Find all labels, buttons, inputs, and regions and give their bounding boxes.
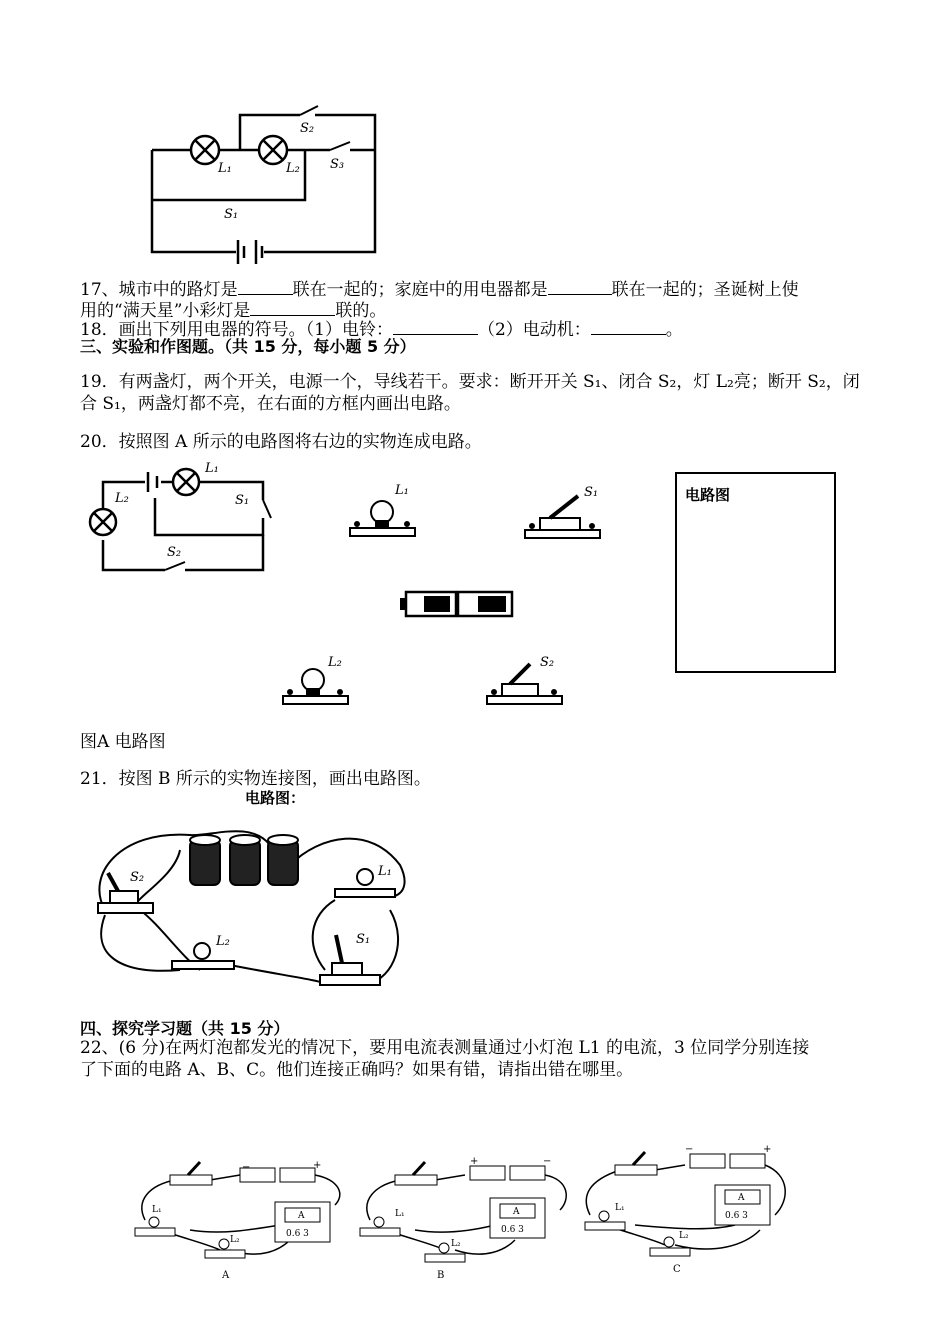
figure-A-circuit — [85, 460, 275, 575]
circuit-B-ammeter — [355, 1150, 575, 1285]
svg-text:S₂: S₂ — [540, 655, 555, 670]
label-S1: S₁ — [224, 207, 239, 222]
svg-text:+: + — [313, 1160, 322, 1171]
circuit-C-ammeter — [575, 1140, 795, 1280]
figure-A-caption: 图A 电路图 — [80, 732, 166, 752]
answer-box-label: 电路图 — [685, 486, 731, 504]
svg-text:L₂: L₂ — [451, 1239, 461, 1249]
svg-text:L₂: L₂ — [328, 655, 342, 670]
label-S2: S₂ — [300, 121, 315, 136]
svg-text:−: − — [242, 1162, 251, 1173]
component-lamp-L1 — [345, 480, 425, 545]
svg-text:−: − — [543, 1156, 552, 1167]
component-battery-pack — [398, 588, 518, 620]
q17-line1: 17、城市中的路灯是 联在一起的；家庭中的用电器都是 联在一起的；圣诞树上使 — [80, 277, 799, 301]
circuit-B-label: B — [437, 1270, 445, 1281]
lamp-L2 — [259, 136, 287, 164]
circuit-diagram-top — [140, 100, 390, 270]
svg-text:0.6 3: 0.6 3 — [501, 1225, 524, 1235]
q17-blank-1[interactable] — [238, 277, 293, 295]
q21-diagram-label: 电路图： — [245, 789, 306, 807]
q19-line2: 合 S₁，两盏灯都不亮，在右面的方框内画出电路。 — [80, 394, 461, 414]
svg-text:+: + — [470, 1156, 479, 1167]
answer-box-circuit[interactable] — [675, 472, 836, 673]
svg-text:L₁: L₁ — [615, 1203, 625, 1213]
q18-blank-bell[interactable] — [393, 317, 478, 335]
batteries-B — [190, 835, 298, 885]
q18-line: 18．画出下列用电器的符号。（1）电铃： （2）电动机： 。 — [80, 317, 683, 341]
q22-line1: 22、(6 分)在两灯泡都发光的情况下，要用电流表测量通过小灯泡 L1 的电流，3 位同学分别连接 — [80, 1038, 810, 1058]
svg-text:A: A — [513, 1207, 520, 1217]
svg-text:L₁: L₁ — [152, 1205, 162, 1215]
label-L1: L₁ — [218, 161, 232, 176]
component-lamp-L2 — [278, 652, 358, 712]
switch-S2-B — [98, 873, 153, 913]
svg-text:0.6 3: 0.6 3 — [725, 1211, 748, 1221]
label-L2: L₂ — [286, 161, 300, 176]
svg-text:S₁: S₁ — [356, 932, 371, 947]
switch-S1-B — [320, 935, 380, 985]
q20-text: 20．按照图 A 所示的电路图将右边的实物连成电路。 — [80, 432, 482, 452]
component-switch-S2 — [482, 652, 572, 712]
svg-text:L₂: L₂ — [679, 1231, 689, 1241]
svg-text:L₁: L₁ — [395, 1209, 405, 1219]
circuit-A-ammeter — [130, 1150, 350, 1285]
svg-text:S₁: S₁ — [584, 485, 599, 500]
svg-text:L₁: L₁ — [205, 461, 219, 476]
q22-line2: 了下面的电路 A、B、C。他们连接正确吗？如果有错，请指出错在哪里。 — [80, 1060, 634, 1080]
circuit-C-label: C — [673, 1264, 681, 1275]
circuit-A-label: A — [222, 1270, 230, 1281]
svg-text:L₁: L₁ — [395, 483, 409, 498]
svg-text:L₂: L₂ — [230, 1235, 240, 1245]
q17-blank-3[interactable] — [250, 298, 335, 316]
svg-text:S₁: S₁ — [235, 493, 250, 508]
q21-text: 21．按图 B 所示的实物连接图，画出电路图。 — [80, 769, 431, 789]
figure-B-physical-circuit — [80, 805, 410, 1010]
section3-title: 三、实验和作图题。（共 15 分，每小题 5 分） — [80, 337, 416, 356]
svg-text:S₂: S₂ — [130, 870, 145, 885]
svg-text:S₂: S₂ — [167, 545, 182, 560]
svg-text:A: A — [738, 1193, 745, 1203]
q18-blank-motor[interactable] — [591, 317, 666, 335]
label-S3: S₃ — [330, 157, 345, 172]
q17-blank-2[interactable] — [548, 277, 612, 295]
section4-title: 四、探究学习题（共 15 分） — [80, 1019, 290, 1038]
svg-text:0.6 3: 0.6 3 — [286, 1229, 309, 1239]
lamp-L1 — [191, 136, 219, 164]
q17-line2: 用的“满天星”小彩灯是 联的。 — [80, 298, 386, 322]
svg-text:−: − — [685, 1144, 694, 1155]
svg-text:L₂: L₂ — [115, 491, 129, 506]
svg-text:L₂: L₂ — [216, 934, 230, 949]
q19-line1: 19．有两盏灯，两个开关，电源一个，导线若干。要求：断开开关 S₁、闭合 S₂，灯 L₂亮；断开 S₂，闭 — [80, 372, 860, 392]
svg-text:+: + — [763, 1144, 772, 1155]
component-switch-S1 — [520, 480, 610, 545]
svg-text:L₁: L₁ — [378, 864, 392, 879]
svg-text:A: A — [298, 1211, 305, 1221]
